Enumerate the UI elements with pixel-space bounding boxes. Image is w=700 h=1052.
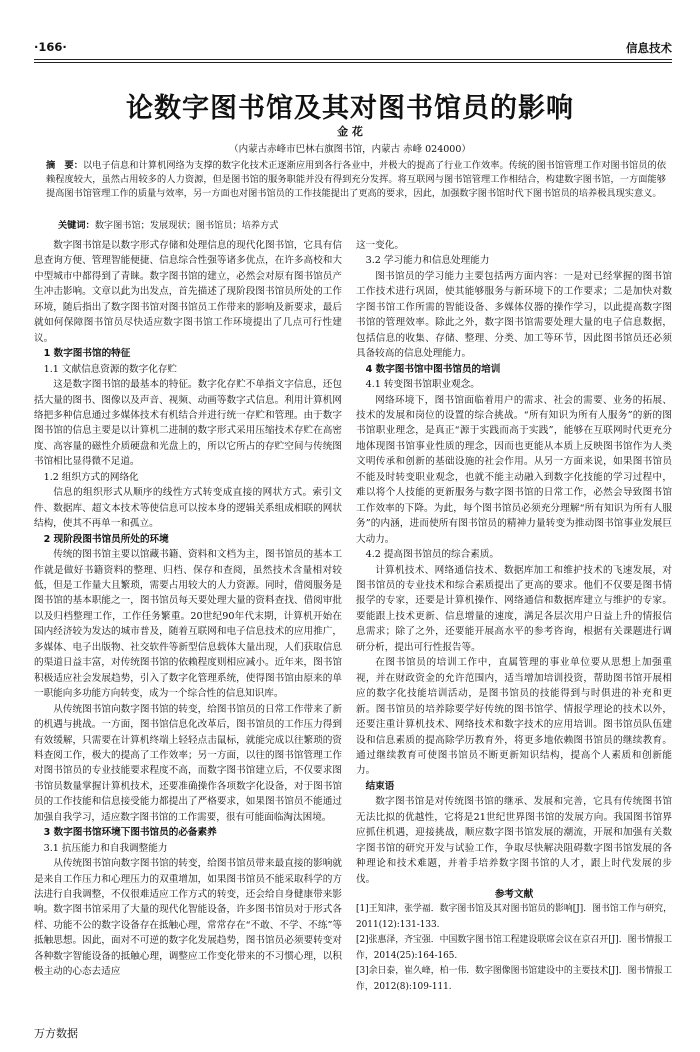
paragraph: 数字图书馆是对传统图书馆的继承、发展和完善，它具有传统图书馆无法比拟的优越性，它将是21世纪世界图书馆的发展方向。我国图书馆界应抓住机遇，迎接挑战，顺应数字图书馆发展的潮流，开展和加强有关数字图书馆的研究开发与试验工作，争取尽快解决阻碍数字图书馆发展的各种理论和技术难题，并着手培养数字图书馆的人才，跟上时代发展的步伐。 [356, 796, 672, 885]
page-header [34, 36, 672, 56]
footer-watermark: 万方数据 [34, 1027, 78, 1040]
abstract [46, 159, 666, 202]
paragraph: 从传统图书馆向数字图书馆的转变，给图书馆员的日常工作带来了新的机遇与挑战。一方面，图书馆信息化改革后，图书馆员的工作压力得到有效缓解，只需要在计算机终端上轻轻点击鼠标，就能完成以往繁琐的资料查阅工作，极大的提高了工作效率；另一方面，以往的图书馆管理工作对图书馆员的专业技能要求程度不高，而数字图书馆建立后，不仅要求图书馆员数量掌握计算机技术，还要准确操作各项数字化设备，对于图书馆员的工作技能和信息接受能力都提出了严格要求，如果图书馆员不能通过加强自我学习，适应数字图书馆的工作需要，很有可能面临淘汰困境。 [34, 703, 342, 823]
section-heading: 4 数字图书馆中图书馆员的培训 [365, 363, 501, 375]
abstract-label: 摘 要： [46, 160, 84, 171]
header-rule-top [34, 59, 672, 60]
body-left-column [34, 238, 342, 1033]
section-heading: 3 数字图书馆环境下图书馆员的必备素养 [43, 827, 217, 839]
paragraph: 这一变化。 [356, 240, 404, 251]
reference-item: [3]余日泰，崔久峰，柏一伟．数字图像图书馆建设中的主要技术[J]．图书情报工作，2012(8):109-111. [356, 966, 672, 992]
body-right-column [356, 238, 672, 1018]
section-heading: 1 数字图书馆的特征 [43, 348, 131, 360]
reference-item: [1]王知津，张学福．数字图书馆及其对图书馆员的影响[J]．图书馆工作与研究，2011(12):131-133. [356, 904, 672, 930]
keywords-text: 数字图书馆；发展现状；图书馆员；培养方式 [94, 220, 279, 231]
paragraph: 在图书馆员的培训工作中，直属管理的事业单位要从思想上加强重视，并在财政资金的允许范围内，适当增加培训投资，帮助图书馆开展相应的数字化技能培训活动，是图书馆员的技能得到与时俱进的补充和更新。图书馆员的培养除要学好传统的图书馆学、情报学理论的技术以外，还要注重计算机技术、网络技术和数字技术的应用培训。图书馆员队伍建设和信息素质的提高除学历教育外，将更多地依赖图书馆员的继续教育。通过继续教育可使图书馆员不断更新知识结构，提高个人素质和创新能力。 [356, 657, 672, 777]
references-heading: 参考文献 [494, 889, 534, 901]
paragraph: 这是数字图书馆的最基本的特征。数字化存贮不单指文字信息，还包括大量的图书、图像以及声音、视频、动画等数字式信息。利用计算机网络把多种信息通过多媒体技术有机结合并进行统一存贮和管理。由于数字图书馆的信息主要是以计算机二进制的数字形式采用压缩技术存贮在高密度、高容量的磁性介质硬盘和光盘上的，所以它所占的存贮空间与传统图书馆相比显得微不足道。 [34, 379, 342, 468]
page-number: ·166· [34, 40, 67, 54]
subsection-heading: 4.2 提高图书馆员的综合素质。 [365, 549, 500, 561]
affiliation: （内蒙古赤峰市巴林右旗图书馆，内蒙古 赤峰 024000） [229, 144, 471, 155]
paragraph: 信息的组织形式从顺序的线性方式转变成直接的网状方式。索引文件、数据库、超文本技术等使信息可以按本身的逻辑关系组成相联的网状结构，使其不再单一和孤立。 [34, 487, 342, 530]
abstract-text: 以电子信息和计算机网络为支撑的数字化技术正逐渐应用到各行各业中，并极大的提高了行业工作效率。传统的图书馆管理工作对图书馆员的依赖程度较大，虽然占用较多的人力资源，但是图书馆的服务职能并没有得到充分发挥。将互联网与图书馆管理工作相结合，构建数字图书馆，一方面能够提高图书馆管理工作的质量与效率，另一方面也对图书馆员的工作技能提出了更高的要求，因此，加强数字图书馆时代下图书馆员的培养极具现实意义。 [46, 160, 667, 200]
keywords-label: 关键词： [58, 220, 95, 231]
paragraph: 数字图书馆是以数字形式存储和处理信息的现代化图书馆，它具有信息查询方便、管理智能便捷、信息综合性强等诸多优点，在许多高校和大中型城市中都得到了青睐。数字图书馆的建立，必然会对原有图书馆员产生冲击影响。文章以此为出发点，首先描述了现阶段图书馆员所处的工作环境，随后指出了数字图书馆对图书馆员工作带来的影响及新要求，最后就如何保障图书馆员尽快适应数字图书馆工作环境提出了几点可行性建议。 [34, 240, 342, 344]
section-heading: 结束语 [365, 780, 395, 792]
paragraph: 图书馆员的学习能力主要包括两方面内容：一是对已经掌握的图书馆工作技术进行巩固，使其能够服务与新环境下的工作要求；二是加快对数字图书馆工作所需的智能设备、多媒体仪器的操作学习，以此提高数字图书馆的管理效率。除此之外，数字图书馆需要处理大量的电子信息数据，包括信息的收集、存储、整理、分类、加工等环节，因此图书馆员还必须具备较高的信息处理能力。 [356, 270, 672, 360]
subsection-heading: 1.2 组织方式的网络化 [43, 471, 139, 483]
paragraph: 网络环境下，图书馆面临着用户的需求、社会的需要、业务的拓展、技术的发展和岗位的设置的综合挑战。“所有知识为所有人服务”的新的图书馆职业理念，是真正“源于实践而高于实践”，能够在互联网时代更充分地体现图书馆事业性质的理念，因而也更能从本质上反映图书馆作为人类文明传承和创新的基础设施的社会作用。从另一方面来说，如果图书馆员不能及时转变职业观念，也就不能主动融入到数字化技能的学习过程中，难以将个人技能的更新服务与数字图书馆的日常工作，必然会导致图书馆工作效率的下降。为此，每个图书馆员必须充分理解“所有知识为所有人服务”的内涵，进而使所有图书馆员的精神力量转变为推动图书馆事业发展巨大动力。 [356, 394, 672, 545]
paragraph: 从传统图书馆向数字图书馆的转变，给图书馆员带来最直接的影响就是来自工作压力和心理压力的双重增加，如果图书馆员不能采取科学的方法进行自我调整，不仅很难适应工作方式的转变，还会给自身健康带来影响。数字图书馆采用了大量的现代化智能设备，许多图书馆员对于形式各样、功能不公的数字设备存在抵触心理，常常存在“不敢、不学、不练”等抵触思想。因此，面对不可逆的数字化发展趋势，图书馆员必须要转变对各种数字智能设备的抵触心理，调整应工作变化带来的不习惯心理，以积极主动的心态去适应 [34, 858, 342, 978]
paragraph: 传统的图书馆主要以馆藏书籍、资料和文档为主，图书馆员的基本工作就是做好书籍资料的整理、归档、保存和查阅，虽然技术含量相对较低，但是工作量大且繁琐，需要占用较大的人力资源。同时，借阅服务是图书馆的基本职能之一，图书馆员每天要处理大量的资料查找、借阅审批以及归档整理工作，工作任务繁重。20世纪90年代末期，计算机开始在国内经济较为发达的城市普及，随着互联网和电子信息技术的应用推广，多媒体、电子出版物、社交软件等新型信息载体大量出现，人们获取信息的渠道日益丰富，对传统图书馆的依赖程度则相应减小。近年来，图书馆积极适应社会发展趋势，引入了数字化管理系统，使得图书馆由原来的单一职能向多功能方向转变，成为一个综合性的信息知识库。 [34, 549, 342, 700]
section-heading: 2 现阶段图书馆员所处的环境 [43, 533, 169, 545]
article-title: 论数字图书馆及其对图书馆员的影响 [126, 93, 574, 124]
paragraph: 计算机技术、网络通信技术、数据库加工和维护技术的飞速发展，对图书馆员的专业技术和综合素质提出了更高的要求。他们不仅要是图书情报学的专家，还要是计算机操作、网络通信和数据库建立与维护的专家。要能跟上技术更新、信息增量的速度，满足各层次用户日益上升的情报信息需求；除了之外，还要能开展高水平的参考咨询，根据有关课题进行调研分析，提出可行性报告等。 [356, 564, 672, 653]
subsection-heading: 4.1 转变图书馆职业观念。 [365, 379, 480, 391]
reference-item: [2]张惠泽，齐宝强．中国数字图书馆工程建设联席会议在京召开[J]．图书情报工作，2014(25):164-165. [356, 935, 672, 961]
subsection-heading: 3.1 抗压能力和自我调整能力 [43, 842, 168, 854]
subsection-heading: 1.1 文献信息资源的数字化存贮 [43, 363, 178, 375]
author: 金 花 [337, 125, 363, 138]
header-rule-bottom [34, 62, 672, 63]
keywords [58, 219, 666, 233]
journal-section: 信息技术 [626, 41, 672, 55]
subsection-heading: 3.2 学习能力和信息处理能力 [365, 255, 490, 267]
